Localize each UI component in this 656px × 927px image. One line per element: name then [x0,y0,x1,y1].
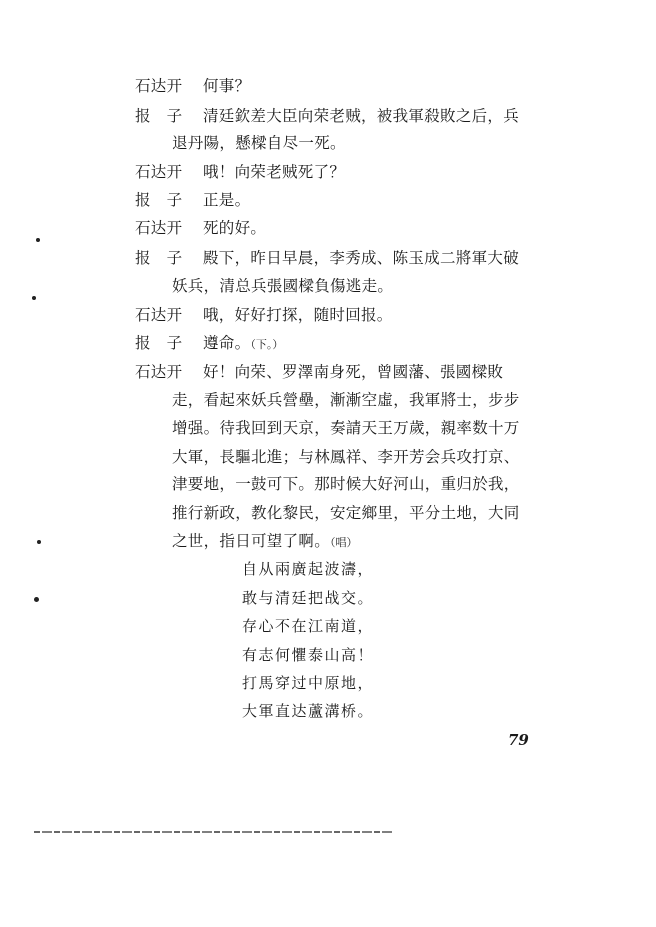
song-verse: 大軍直达蘆溝桥。 [242,702,375,720]
dialogue-line: 正是。 [203,191,251,209]
song-verse: 打馬穿过中原地， [242,674,375,692]
dialogue-line: 哦，好好打探，随时回报。 [203,306,393,324]
scan-edge-rule [34,831,394,833]
speaker-label: 报 子 [135,334,183,352]
stage-direction: （唱） [330,536,358,549]
scan-speck [37,540,41,544]
dialogue-line: 之世，指日可望了啊。 [172,532,331,550]
scan-speck [32,296,36,300]
dialogue-line: 津要地，一鼓可下。那时候大好河山，重归於我， [172,475,520,493]
dialogue-line-wrapper [203,333,283,355]
speaker-label: 石达开 [135,219,183,237]
song-verse: 有志何懼泰山高！ [242,646,375,664]
dialogue-line: 何事？ [203,77,251,95]
song-verse: 敢与清廷把战交。 [242,589,375,607]
dialogue-line: 哦！向荣老贼死了？ [203,163,346,181]
dialogue-line: 增强。待我回到天京，奏請天王万歲，親率数十万 [172,419,520,437]
speaker-label: 报 子 [135,249,183,267]
dialogue-line: 推行新政，教化黎民，安定鄉里，平分土地，大同 [172,504,520,522]
song-verse: 存心不在江南道， [242,617,375,635]
scan-speck [36,238,40,242]
song-verse: 自从兩廣起波濤， [242,560,375,578]
stage-direction: （下。） [250,338,284,351]
dialogue-line: 大軍，長驅北進；与林鳳祥、李开芳会兵攻打京、 [172,448,520,466]
dialogue-line: 走，看起來妖兵營壘，漸漸空虛，我軍將士，步步 [172,391,520,409]
dialogue-line: 殿下，昨日早晨，李秀成、陈玉成二將軍大破 [203,249,520,267]
scan-speck [34,597,39,602]
speaker-label: 石达开 [135,363,183,381]
dialogue-line: 妖兵，清总兵張國樑負傷逃走。 [172,277,394,295]
speaker-label: 石达开 [135,77,183,95]
speaker-label: 报 子 [135,107,183,125]
dialogue-line: 退丹陽，懸樑自尽一死。 [172,134,346,152]
dialogue-line-wrapper [172,531,358,553]
speaker-label: 报 子 [135,191,183,209]
speaker-label: 石达开 [135,163,183,181]
page-number: 79 [508,731,529,749]
dialogue-line: 死的好。 [203,219,267,237]
dialogue-line: 遵命。 [203,334,251,352]
speaker-label: 石达开 [135,306,183,324]
dialogue-line: 清廷欽差大臣向荣老贼，被我軍殺敗之后，兵 [203,107,520,125]
dialogue-line: 好！向荣、罗澤南身死，曾國藩、張國樑敗 [203,363,504,381]
